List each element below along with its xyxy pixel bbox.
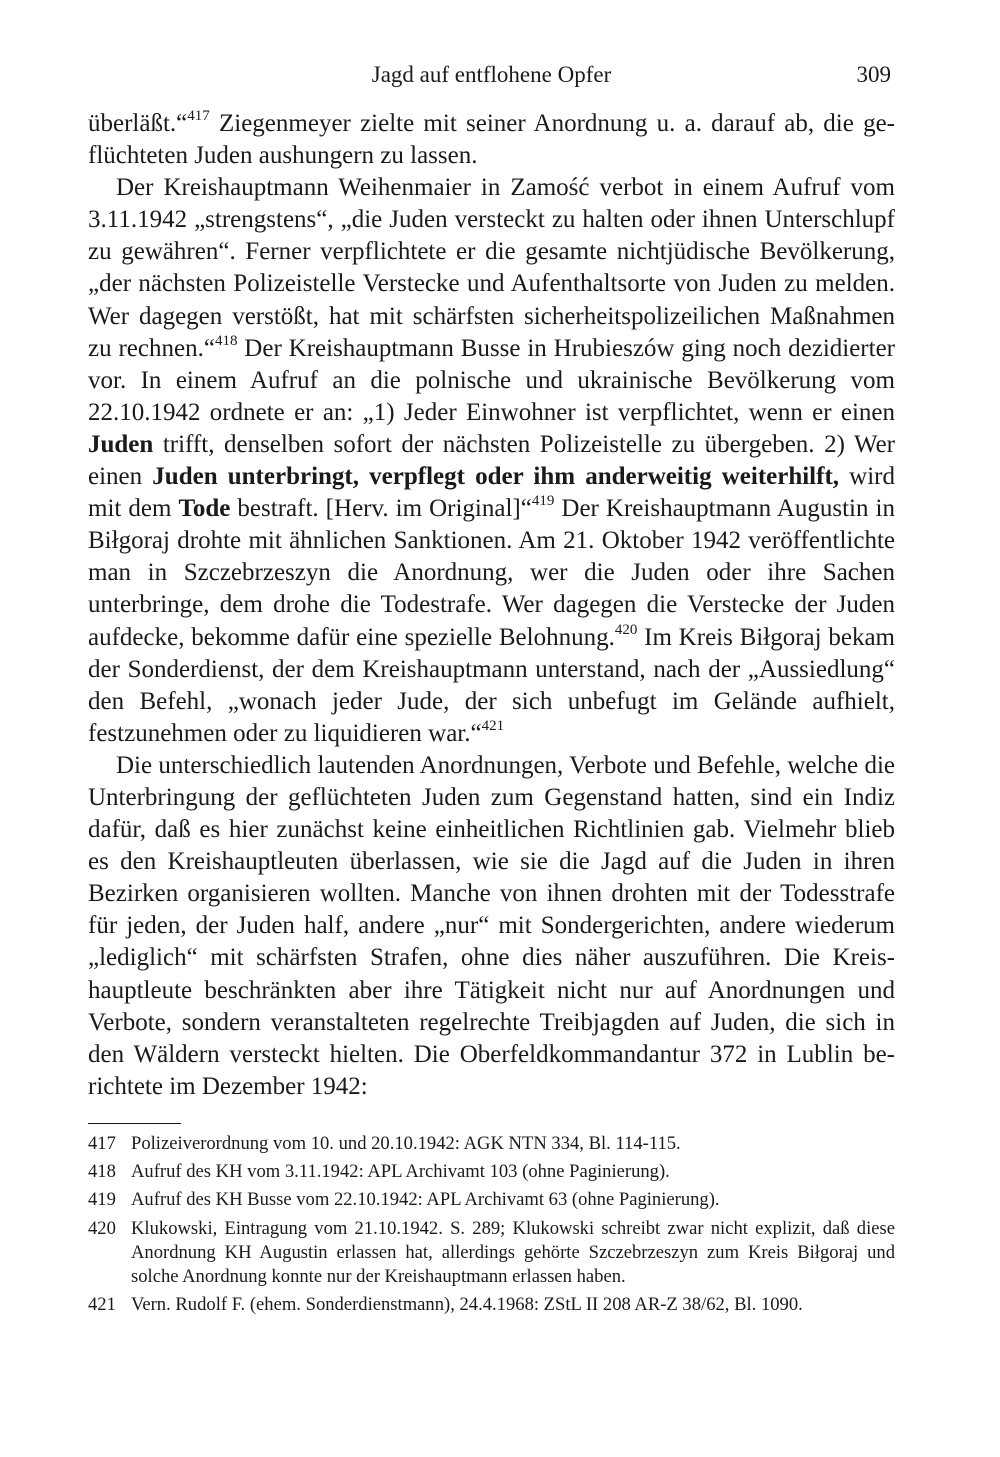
text-run: Der Kreishauptmann Weihenmaier in Zamość verbot in einem Aufruf vom 3.11.1942 „strengstens“, „die Juden versteckt zu halten oder ihnen Unterschlupf zu gewähren“. Ferner verpflichtete er die gesamte nichtjüdische Bevölkerung, „der nächsten Polizeistelle Verstecke und Aufenthaltsorte von Juden zu melden. Wer dagegen verstößt, hat mit schärfsten sicherheitspolizeilichen Maßnahmen zu rechnen.“: [88, 174, 895, 362]
text-run: überläßt.“: [88, 110, 188, 137]
footnote-number: 420: [88, 1217, 116, 1239]
footnote-ref-417: 417: [187, 108, 210, 124]
paragraph-1: [88, 108, 895, 172]
footnote-ref-419: 419: [531, 493, 555, 510]
text-run: Ziegenmeyer zielte mit seiner Anordnung u. a. darauf ab, die geflüchteten Juden aushungern zu lassen.: [88, 110, 895, 170]
page-number: 309: [856, 62, 891, 87]
bold-text: Tode: [178, 495, 231, 523]
footnote-number: 417: [88, 1133, 116, 1154]
footnote-text: Aufruf des KH Busse vom 22.10.1942: APL Archivamt 63 (ohne Paginierung).: [131, 1189, 720, 1211]
footnote-text: Aufruf des KH vom 3.11.1942: APL Archivamt 103 (ohne Paginierung).: [131, 1161, 670, 1183]
footnote-text: Klukowski, Eintragung vom 21.10.1942. S. 289; Klukowski schreibt zwar nicht explizit, daß diese Anordnung KH Augustin erlassen hat, allerdings gehörte Szczebrzeszyn zum Kreis Biłgoraj und solche Anordnung konnte nur der Kreishauptmann erlassen haben.: [131, 1217, 895, 1288]
paragraph-3: [88, 750, 895, 1103]
footnote-417: [88, 1132, 895, 1156]
text-run: Die unterschiedlich lautenden Anordnungen, Verbote und Befehle, welche die Unterbringung der geflüchteten Juden zum Gegenstand hatten, sind ein Indiz dafür, daß es hier zunächst keine einheitlichen Richtlinien gab. Vielmehr blieb es den Kreishauptleuten überlassen, wie sie die Jagd auf die Juden in ihren Bezirken organisieren wollten. Manche von ihnen drohten mit der Todesstrafe für jeden, der Juden half, andere „nur“ mit Sondergerichten, andere wiederum „lediglich“ mit schärfsten Strafen, ohne dies näher auszuführen. Die Kreishauptleute beschränkten aber ihre Tätigkeit nicht nur auf Anordnungen und Verbote, sondern veranstalteten regelrechte Treibjagden auf Juden, die sich in den Wäldern versteckt hielten. Die Oberfeldkommandantur 372 in Lublin berichtete im Dezember 1942:: [88, 751, 895, 1100]
footnote-text: Polizeiverordnung vom 10. und 20.10.1942: AGK NTN 334, Bl. 114-115.: [131, 1133, 681, 1154]
text-run: bestraft. [Herv. im Original]“: [230, 495, 532, 523]
footnote-418: [88, 1160, 895, 1184]
text-run: Der Kreishauptmann Augustin in Biłgoraj drohte mit ähnlichen Sanktionen. Am 21. Oktober 1942 veröffentlichte man in Szczebrzeszyn die Anordnung, wer die Juden oder ihre Sachen unterbringe, dem drohe die Todestrafe. Wer dagegen die Verstecke der Juden aufdecke, bekomme dafür eine spezielle Belohnung.: [88, 495, 895, 651]
footnote-419: [88, 1188, 895, 1212]
body-text: [88, 108, 895, 1103]
footnote-421: [88, 1293, 895, 1317]
text-run: Im Kreis Biłgoraj bekam der Sonderdienst, der dem Kreishauptmann unterstand, nach der „Aussiedlung“ den Befehl, „wonach jeder Jude, der sich unbefugt im Gelände aufhielt, festzunehmen oder zu liquidieren war.“: [88, 623, 895, 747]
chapter-title: Jagd auf entflohene Opfer: [371, 62, 612, 87]
footnote-ref-421: 421: [481, 717, 505, 734]
footnote-420: [88, 1217, 895, 1290]
footnote-number: 418: [88, 1161, 116, 1183]
footnote-ref-418: 418: [214, 332, 238, 349]
text-run: Der Kreishauptmann Busse in Hrubieszów ging noch dezidierter vor. In einem Aufruf an die polnische und ukrainische Bevölkerung vom 22.10.1942 ordnete er an: „1) Jeder Einwohner ist verpflichtet, wenn er einen: [88, 334, 895, 426]
footnote-number: 421: [88, 1294, 116, 1316]
bold-text: Juden: [88, 430, 154, 458]
footnote-divider: [88, 1123, 181, 1124]
footnote-ref-420: 420: [614, 621, 638, 638]
bold-text: Juden unterbringt, verpflegt oder ihm anderweitig weiterhilft,: [152, 463, 840, 491]
paragraph-2: [88, 172, 895, 750]
text-run: wird mit dem: [88, 463, 896, 523]
footnotes: [88, 1132, 895, 1321]
running-head: [88, 58, 895, 92]
footnote-number: 419: [88, 1189, 116, 1211]
footnote-text: Vern. Rudolf F. (ehem. Sonderdienstmann), 24.4.1968: ZStL II 208 AR-Z 38/62, Bl. 1090.: [131, 1294, 803, 1316]
text-run: trifft, denselben sofort der nächsten Polizeistelle zu übergeben. 2) Wer einen: [88, 430, 895, 491]
